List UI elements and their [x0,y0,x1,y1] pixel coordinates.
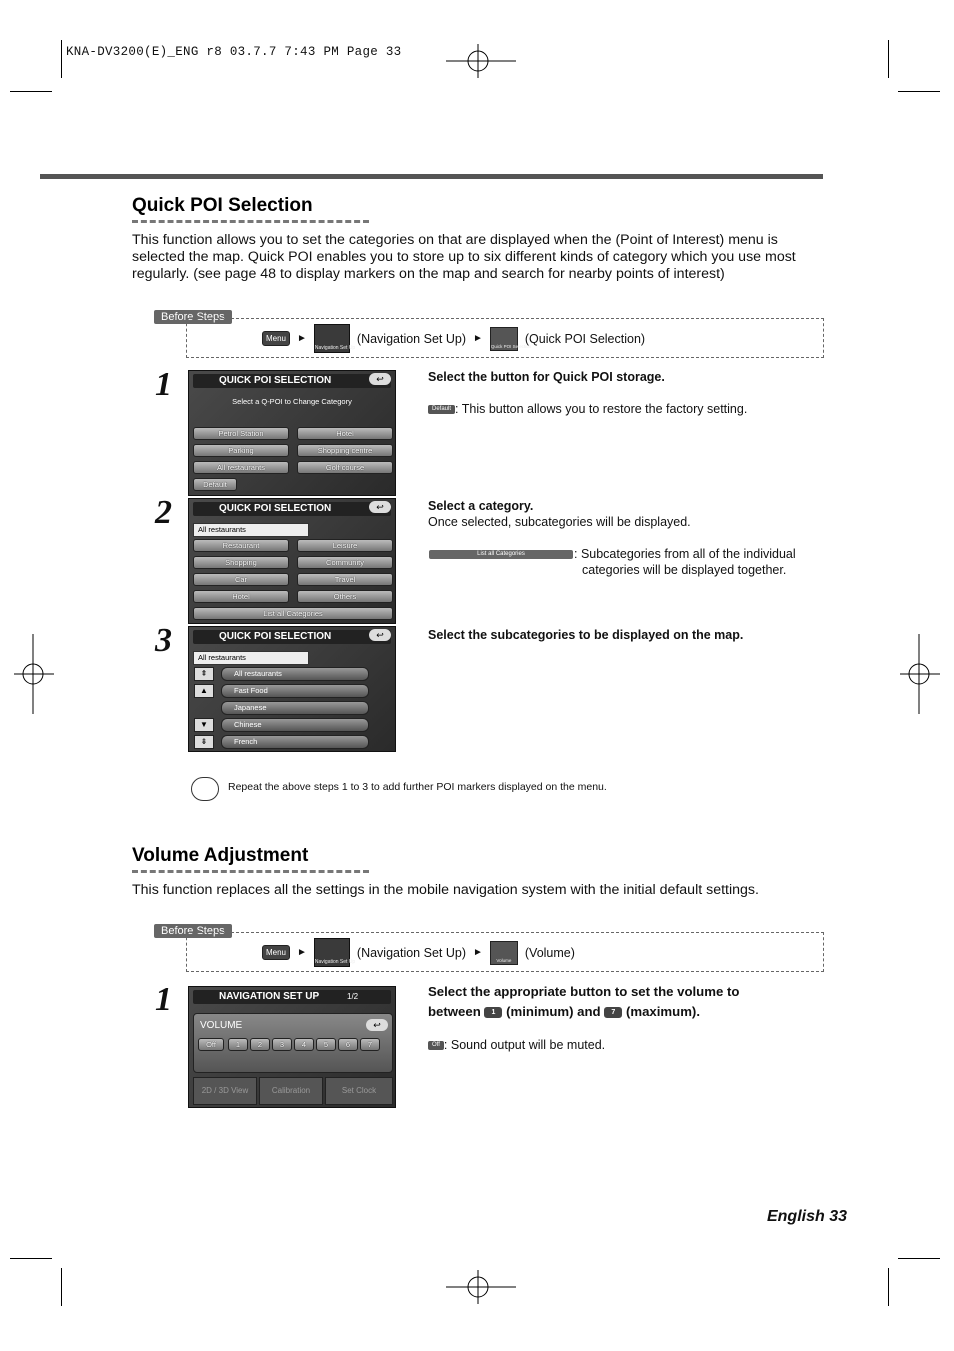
subcategory-row[interactable]: French [221,735,369,749]
step-number: 3 [155,622,172,659]
default-chip: Default [428,405,455,414]
set-clock-button[interactable]: Set Clock [325,1077,393,1105]
selected-field: All restaurants [193,651,309,665]
poi-button-parking[interactable]: Parking [193,444,289,457]
calibration-button[interactable]: Calibration [259,1077,323,1105]
category-travel[interactable]: Travel [297,573,393,586]
step-heading: Select the button for Quick POI storage. [428,370,665,384]
volume-panel [193,1013,393,1073]
volume-icon[interactable]: Volume [490,941,518,965]
path-label-nav: (Navigation Set Up) [356,331,466,346]
step-number: 2 [155,494,172,531]
step-number: 1 [155,366,172,403]
step-note: Default : This button allows you to restore the factory setting. [428,401,828,417]
path-label-volume: (Volume) [524,945,575,960]
step-heading: Select a category. [428,499,534,513]
crop-mark [61,1268,62,1306]
back-button[interactable]: ↩ [369,373,391,385]
page-footer: English 33 [766,1208,847,1225]
scroll-down-button[interactable]: ▼ [194,718,214,732]
navigation-setup-icon[interactable]: Navigation Set Up [314,324,350,353]
registration-mark-right [900,634,940,714]
path-label-quick-poi: (Quick POI Selection) [524,331,646,346]
step-heading: Select the appropriate button to set the volume to [428,984,740,999]
back-button[interactable]: ↩ [366,1019,388,1031]
section-intro: This function allows you to set the categories on that are displayed when the (Point of Interest) menu is selected the map. Quick POI enables you to store up to six different kinds of category which you use most regularly. (see page 48 to display markers on the map and search for nearby points of interest) [132,232,796,283]
crop-mark [61,40,62,78]
category-car[interactable]: Car [193,573,289,586]
step-note-2: categories will be displayed together. [582,563,787,577]
volume-button-off[interactable]: Off [198,1038,224,1051]
page-down-button[interactable]: ⇟ [194,735,214,749]
view-button[interactable]: 2D / 3D View [193,1077,257,1105]
step-number: 1 [155,981,172,1018]
title-underline [132,220,369,223]
poi-button-shopping[interactable]: Shopping centre [297,444,393,457]
before-steps-path [262,324,645,353]
screen-quick-poi-step3 [188,626,396,752]
volume-panel-title: VOLUME [200,1020,243,1031]
path-label-nav: (Navigation Set Up) [356,945,466,960]
category-leisure[interactable]: Leisure [297,539,393,552]
crop-mark [898,91,940,92]
selected-field: All restaurants [193,523,309,537]
step-note: Off : Sound output will be muted. [428,1037,848,1053]
poi-button-petrol[interactable]: Petrol Station [193,427,289,440]
title-underline [132,870,369,873]
menu-button[interactable]: Menu [262,945,290,960]
before-steps-label: Before Steps [154,924,232,938]
screen-quick-poi-step1 [188,370,396,496]
screen-subtitle: Select a Q-POI to Change Category [232,397,352,406]
volume-button[interactable]: 1 [228,1038,248,1051]
screen-volume [188,986,396,1108]
category-community[interactable]: Community [297,556,393,569]
crop-mark [888,1268,889,1306]
top-rule [40,174,823,179]
category-restaurant[interactable]: Restaurant [193,539,289,552]
subcategory-row[interactable]: Chinese [221,718,369,732]
before-steps-label: Before Steps [154,310,232,324]
volume-button[interactable]: 6 [338,1038,358,1051]
crop-mark [898,1258,940,1259]
volume-button[interactable]: 2 [250,1038,270,1051]
list-all-categories-button[interactable]: List all Categories [193,607,393,620]
step-sub: Once selected, subcategories will be displayed. [428,515,691,529]
screen-quick-poi-step2 [188,498,396,624]
arrow-icon: ► [472,947,483,958]
back-button[interactable]: ↩ [369,629,391,641]
navigation-setup-icon[interactable]: Navigation Set Up [314,938,350,967]
poi-button-golf[interactable]: Golf course [297,461,393,474]
before-steps-path [262,938,575,967]
tip-text: Repeat the above steps 1 to 3 to add further POI markers displayed on the menu. [228,781,607,793]
step-note-1: : Subcategories from all of the individual [574,547,796,561]
page-up-button[interactable]: ⇞ [194,667,214,681]
registration-mark-bottom [446,1270,516,1304]
crop-mark [10,91,52,92]
volume-button[interactable]: 5 [316,1038,336,1051]
poi-button-hotel[interactable]: Hotel [297,427,393,440]
back-button[interactable]: ↩ [369,501,391,513]
category-hotel[interactable]: Hotel [193,590,289,603]
section-title-quick-poi: Quick POI Selection [132,195,313,216]
quick-poi-icon[interactable]: Quick POI Selection [490,327,518,351]
category-shopping[interactable]: Shopping [193,556,289,569]
section-intro: This function replaces all the settings in the mobile navigation system with the initial default settings. [132,882,759,898]
crop-mark [888,40,889,78]
registration-mark-left [14,634,54,714]
page-indicator: 1/2 [347,992,359,1001]
registration-mark-top [446,44,516,78]
crop-mark [10,1258,52,1259]
subcategory-row[interactable]: Fast Food [221,684,369,698]
off-chip: Off [428,1041,444,1050]
default-button[interactable]: Default [193,478,237,491]
arrow-icon: ► [297,947,307,958]
print-header: KNA-DV3200(E)_ENG r8 03.7.7 7:43 PM Page 33 [66,45,402,59]
poi-button-restaurants[interactable]: All restaurants [193,461,289,474]
screen-title: QUICK POI SELECTION [193,502,391,516]
screen-title: NAVIGATION SET UP [193,990,391,1004]
tip-icon [191,777,219,801]
menu-button[interactable]: Menu [262,331,290,346]
volume-button[interactable]: 3 [272,1038,292,1051]
screen-title: QUICK POI SELECTION [193,374,391,388]
screen-title: QUICK POI SELECTION [193,630,391,644]
min-chip: 1 [484,1007,502,1018]
volume-button[interactable]: 7 [360,1038,380,1051]
section-title-volume: Volume Adjustment [132,845,309,866]
subcategory-row[interactable]: Japanese [221,701,369,715]
subcategory-row[interactable]: All restaurants [221,667,369,681]
step-heading: Select the subcategories to be displayed on the map. [428,628,744,642]
volume-button[interactable]: 4 [294,1038,314,1051]
step-heading-line2: between 1 (minimum) and 7 (maximum). [428,1004,700,1019]
scroll-up-button[interactable]: ▲ [194,684,214,698]
arrow-icon: ► [297,333,307,344]
category-others[interactable]: Others [297,590,393,603]
max-chip: 7 [604,1007,622,1018]
list-all-chip: List all Categories [429,550,573,559]
arrow-icon: ► [472,333,483,344]
